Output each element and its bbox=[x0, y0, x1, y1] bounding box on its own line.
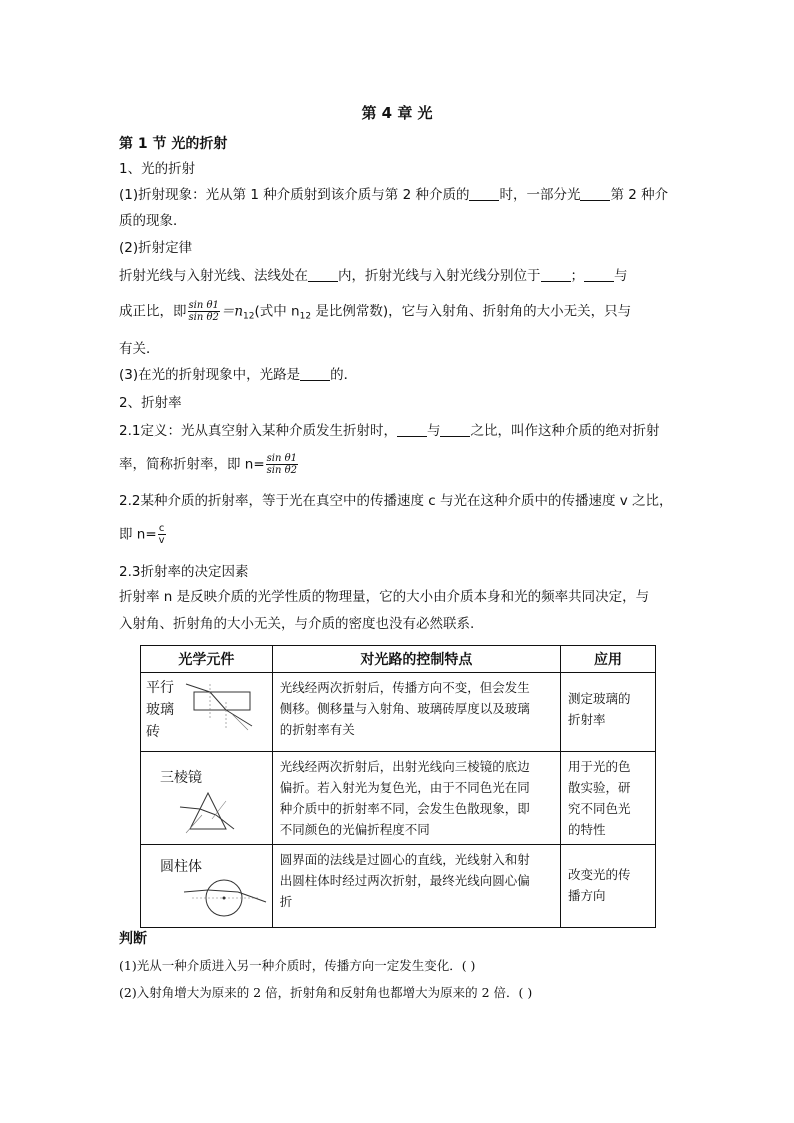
table-header: 光学元件 bbox=[141, 646, 273, 673]
application-cell bbox=[561, 752, 656, 845]
fraction-numerator: sin θ1 bbox=[266, 453, 298, 464]
application-line: 测定玻璃的 bbox=[568, 691, 631, 706]
prism-diagram-icon bbox=[178, 789, 238, 839]
description bbox=[274, 753, 559, 843]
element-name: 圆柱体 bbox=[160, 859, 202, 875]
element-cell bbox=[141, 673, 273, 752]
application-line: 的特性 bbox=[568, 822, 606, 837]
para-definition-1 bbox=[119, 421, 659, 441]
description-line: 折 bbox=[279, 894, 293, 909]
fraction-denominator: sin θ2 bbox=[188, 312, 219, 323]
section-title: 第 1 节 光的折射 bbox=[119, 136, 228, 152]
description-line: 侧移。侧移量与入射角、玻璃砖厚度以及玻璃 bbox=[279, 701, 530, 716]
application-line: 折射率 bbox=[568, 712, 606, 727]
description bbox=[274, 674, 559, 743]
heading-refractive-index: 2、折射率 bbox=[119, 395, 182, 411]
text: 的． bbox=[330, 367, 358, 383]
para-factors-2: 入射角、折射角的大小无关，与介质的密度也没有必然联系. bbox=[119, 616, 475, 632]
text: 率，简称折射率，即 n= bbox=[119, 456, 265, 473]
application-line: 用于光的色 bbox=[568, 759, 631, 774]
description-line: 圆界面的法线是过圆心的直线，光线射入和射 bbox=[279, 852, 530, 867]
para-refraction-phenomenon bbox=[119, 185, 668, 205]
text: 之比，叫作这种介质的绝对折射 bbox=[470, 423, 660, 439]
fill-blank[interactable] bbox=[580, 186, 610, 201]
para-factors-1: 折射率 n 是反映介质的光学性质的物理量，它的大小由介质本身和光的频率共同决定，与 bbox=[119, 589, 650, 605]
application-line: 究不同色光 bbox=[568, 801, 631, 816]
application bbox=[562, 753, 654, 843]
table-header: 应用 bbox=[561, 646, 656, 673]
description-line: 偏折。若入射光为复色光，由于不同色光在同 bbox=[279, 780, 530, 795]
fill-blank[interactable] bbox=[397, 422, 427, 437]
judge-question-2[interactable]: (2)入射角增大为原来的 2 倍，折射角和反射角也都增大为原来的 2 倍．( ) bbox=[119, 985, 533, 1000]
fraction-denominator: sin θ2 bbox=[266, 465, 298, 476]
text: ＝n bbox=[220, 303, 244, 320]
para-speed-ratio-2 bbox=[119, 523, 167, 546]
text: 与 bbox=[426, 423, 441, 439]
sine-ratio-fraction bbox=[188, 300, 220, 323]
subscript: 12 bbox=[299, 311, 312, 322]
text: 第 2 种介 bbox=[610, 187, 669, 203]
text: (3)在光的折射现象中，光路是 bbox=[119, 367, 301, 383]
application bbox=[562, 674, 654, 733]
text: ； bbox=[570, 268, 584, 284]
text: 折射光线与入射光线、法线处在 bbox=[119, 268, 308, 284]
text: 2.1定义：光从真空射入某种介质发生折射时， bbox=[119, 423, 397, 439]
heading-refraction: 1、光的折射 bbox=[119, 161, 196, 177]
description bbox=[274, 846, 559, 915]
fill-blank[interactable] bbox=[308, 267, 338, 282]
para-refraction-law-3 bbox=[119, 339, 160, 359]
fill-blank[interactable] bbox=[440, 422, 470, 437]
element-name-line: 砖 bbox=[146, 724, 160, 740]
table-row bbox=[141, 845, 656, 928]
sine-ratio-fraction bbox=[266, 453, 298, 476]
chapter-title: 第 4 章 光 bbox=[361, 104, 433, 122]
element-name-line: 玻璃 bbox=[146, 702, 174, 718]
application-line: 播方向 bbox=[568, 888, 606, 903]
para-reversible-path bbox=[119, 365, 357, 385]
text: 是比例常数)，它与入射角、折射角的大小无关，只与 bbox=[311, 303, 632, 320]
heading-refraction-law: (2)折射定律 bbox=[119, 240, 193, 256]
application-cell bbox=[561, 673, 656, 752]
fill-blank[interactable] bbox=[469, 186, 499, 201]
application-line: 散实验，研 bbox=[568, 780, 631, 795]
description-cell bbox=[272, 673, 560, 752]
optical-elements-table bbox=[140, 645, 656, 928]
subscript: 12 bbox=[243, 311, 255, 322]
element-name bbox=[146, 677, 174, 743]
fraction-denominator: v bbox=[158, 535, 165, 546]
element-cell bbox=[141, 752, 273, 845]
fraction-numerator: sin θ1 bbox=[188, 300, 219, 311]
fill-blank[interactable] bbox=[541, 267, 571, 282]
judge-question-1[interactable]: (1)光从一种介质进入另一种介质时，传播方向一定发生变化．( ) bbox=[119, 958, 476, 973]
para-definition-2 bbox=[119, 453, 299, 476]
text: 有关． bbox=[119, 341, 160, 357]
text: 与 bbox=[614, 268, 628, 284]
text: (式中 n bbox=[254, 303, 300, 320]
cylinder-diagram-icon bbox=[182, 876, 268, 924]
description-line: 光线经两次折射后，传播方向不变，但会发生 bbox=[279, 680, 530, 695]
text: 时，一部分光 bbox=[499, 187, 581, 203]
speed-fraction bbox=[158, 523, 166, 546]
application bbox=[562, 846, 654, 909]
para-refraction-law-2 bbox=[119, 300, 631, 327]
text: 成正比，即 bbox=[119, 303, 187, 320]
application-cell bbox=[561, 845, 656, 928]
description-line: 光线经两次折射后，出射光线向三棱镜的底边 bbox=[279, 759, 530, 774]
para-refraction-law-1 bbox=[119, 266, 628, 286]
table-row bbox=[141, 752, 656, 845]
glass-slab-diagram-icon bbox=[182, 682, 264, 732]
text: 内，折射光线与入射光线分别位于 bbox=[338, 268, 541, 284]
para-refraction-phenomenon-cont: 质的现象． bbox=[119, 213, 187, 229]
table-header-row bbox=[141, 646, 656, 673]
element-cell bbox=[141, 845, 273, 928]
application-line: 改变光的传 bbox=[568, 867, 631, 882]
description-cell bbox=[272, 752, 560, 845]
para-speed-ratio-1: 2.2某种介质的折射率，等于光在真空中的传播速度 c 与光在这种介质中的传播速度 v 之比， bbox=[119, 493, 673, 509]
fill-blank[interactable] bbox=[300, 366, 330, 381]
text: 即 n= bbox=[119, 526, 157, 543]
description-line: 不同颜色的光偏折程度不同 bbox=[279, 822, 430, 837]
heading-determining-factors: 2.3折射率的决定因素 bbox=[119, 564, 249, 580]
description-line: 出圆柱体时经过两次折射，最终光线向圆心偏 bbox=[279, 873, 530, 888]
description-line: 的折射率有关 bbox=[279, 722, 355, 737]
judge-heading: 判断 bbox=[119, 931, 147, 947]
table-header: 对光路的控制特点 bbox=[272, 646, 560, 673]
element-name: 三棱镜 bbox=[160, 770, 202, 786]
text: (1)折射现象：光从第 1 种介质射到该介质与第 2 种介质的 bbox=[119, 187, 470, 203]
description-line: 种介质中的折射率不同，会发生色散现象，即 bbox=[279, 801, 530, 816]
fill-blank[interactable] bbox=[584, 267, 614, 282]
table-row bbox=[141, 673, 656, 752]
fraction-numerator: c bbox=[158, 523, 165, 534]
element-name-line: 平行 bbox=[146, 680, 174, 696]
description-cell bbox=[272, 845, 560, 928]
